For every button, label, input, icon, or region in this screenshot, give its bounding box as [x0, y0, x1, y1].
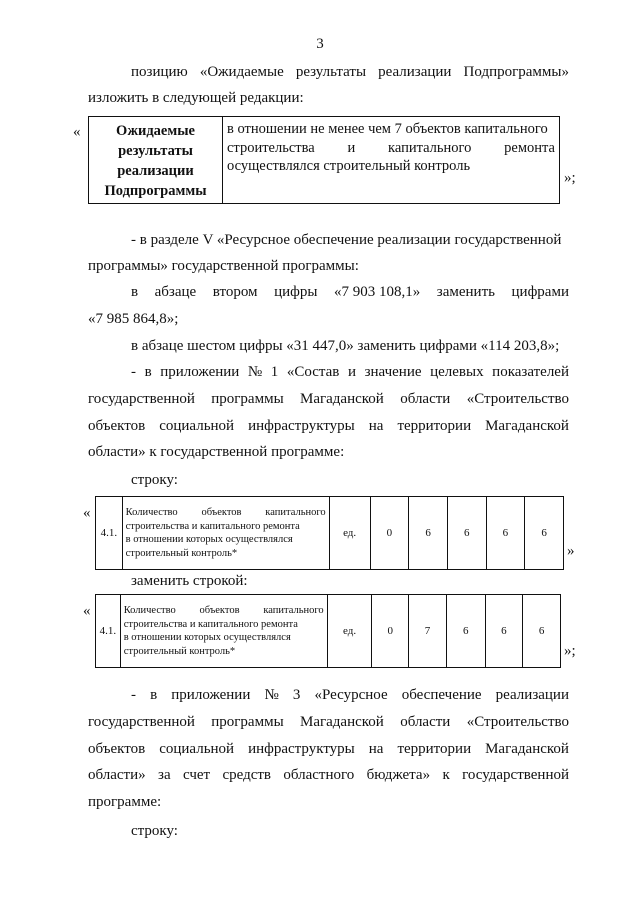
- box-label-cell: [89, 117, 223, 203]
- word: области: [400, 391, 451, 407]
- word: строительства: [227, 139, 315, 156]
- word: целевых: [430, 364, 484, 380]
- value-cell: 6: [525, 497, 564, 570]
- row-new-close-quote: »;: [564, 643, 576, 659]
- word: «Ожидаемые: [199, 64, 284, 80]
- intro-line-1: [131, 64, 569, 81]
- section5-line-4: «7 985 864,8»;: [88, 311, 179, 327]
- row-old-open-quote: «: [83, 505, 91, 521]
- box-close-quote: »;: [564, 170, 576, 186]
- desc-line: строительства и капитального ремонта: [125, 520, 300, 532]
- word: «Строительство: [466, 391, 569, 407]
- app3-row-label: строку:: [131, 823, 178, 839]
- page-number: 3: [316, 36, 324, 52]
- row-old-table: [95, 496, 564, 570]
- desc-line: строительный контроль*: [125, 547, 238, 559]
- app3-line-2: [88, 714, 569, 731]
- box-text-line: в отношении не менее чем 7 объектов капитального: [227, 121, 548, 137]
- word: на: [368, 741, 384, 757]
- word: Подпрограммы»: [463, 64, 569, 80]
- section5-line-1: - в разделе V «Ресурсное обеспечение реализации государственной: [131, 232, 562, 248]
- word: заменить: [436, 284, 495, 300]
- box-text-line-justified: [227, 139, 555, 158]
- word: социальной: [159, 418, 235, 434]
- word: «Строительство: [466, 714, 569, 730]
- word: реализации: [495, 687, 569, 703]
- row-new-table: [95, 594, 561, 668]
- value-cell: 6: [446, 595, 485, 668]
- word: «7 903 108,1»: [333, 284, 421, 300]
- desc-line-justified: [126, 506, 326, 520]
- word: капитального: [265, 507, 326, 518]
- box-label-line: Ожидаемые: [116, 123, 195, 139]
- word: «Состав: [286, 364, 340, 380]
- word: и: [347, 364, 356, 380]
- word: объектов: [201, 507, 242, 518]
- word: к: [442, 767, 450, 783]
- unit-cell: ед.: [329, 497, 370, 570]
- word: абзаце: [154, 284, 197, 300]
- word: -: [131, 687, 136, 703]
- word: инфраструктуры: [248, 418, 355, 434]
- value-cell: 6: [523, 595, 561, 668]
- box-open-quote: «: [73, 124, 81, 140]
- table-row: [96, 595, 561, 668]
- section5-line-3: [131, 284, 569, 301]
- value-cell: 6: [409, 497, 448, 570]
- desc-line: строительства и капитального ремонта: [123, 618, 298, 630]
- word: №: [247, 364, 263, 380]
- value-cell: 6: [447, 497, 486, 570]
- word: программы: [211, 714, 284, 730]
- word: государственной: [88, 714, 195, 730]
- replace-label: заменить строкой:: [131, 573, 248, 589]
- word: объектов: [88, 741, 146, 757]
- word: капитального: [263, 605, 324, 616]
- app1-line-3: [88, 418, 569, 435]
- desc-line: в отношении которых осуществлялся: [123, 632, 291, 643]
- word: в: [144, 364, 152, 380]
- word: -: [131, 364, 136, 380]
- word: Количество: [125, 507, 178, 518]
- word: приложении: [160, 364, 240, 380]
- word: Магаданской: [485, 418, 569, 434]
- value-cell: 6: [486, 497, 525, 570]
- word: позицию: [131, 64, 188, 80]
- word: за: [158, 767, 171, 783]
- app1-line-2: [88, 391, 569, 408]
- word: №: [264, 687, 279, 703]
- word: областного: [283, 767, 355, 783]
- word: реализации: [378, 64, 452, 80]
- app1-line-4: области» к государственной программе:: [88, 444, 345, 460]
- word: области»: [88, 767, 146, 783]
- word: территории: [397, 418, 472, 434]
- unit-cell: ед.: [327, 595, 372, 668]
- word: Магаданской: [485, 741, 569, 757]
- value-cell: 0: [372, 595, 409, 668]
- row-description-cell: [120, 595, 327, 668]
- word: территории: [397, 741, 472, 757]
- desc-line: в отношении которых осуществлялся: [125, 534, 293, 545]
- word: Магаданской: [300, 391, 384, 407]
- word: бюджета»: [366, 767, 431, 783]
- app3-line-1: [131, 687, 569, 704]
- box-label-line: Подпрограммы: [104, 183, 207, 199]
- word: показателей: [492, 364, 569, 380]
- word: объектов: [88, 418, 146, 434]
- word: на: [368, 418, 384, 434]
- word: цифрами: [511, 284, 569, 300]
- word: обеспечение: [401, 687, 482, 703]
- word: приложении: [171, 687, 251, 703]
- box-label-line: реализации: [117, 163, 194, 179]
- app3-line-4: [88, 767, 569, 784]
- word: государственной: [462, 767, 569, 783]
- word: ремонта: [504, 139, 555, 156]
- value-cell: 6: [485, 595, 523, 668]
- word: капитального: [388, 139, 472, 156]
- box-label-line: результаты: [118, 143, 193, 159]
- word: социальной: [159, 741, 235, 757]
- box-text-line: осуществлялся строительный контроль: [227, 158, 471, 174]
- word: Магаданской: [300, 714, 384, 730]
- section5-line-5: в абзаце шестом цифры «31 447,0» заменить цифрами «114 203,8»;: [131, 338, 560, 354]
- word: результаты: [295, 64, 367, 80]
- word: государственной: [88, 391, 195, 407]
- row-old-close-quote: »: [567, 543, 575, 559]
- section5-line-2: программы» государственной программы:: [88, 258, 359, 274]
- word: цифры: [274, 284, 318, 300]
- word: значение: [364, 364, 422, 380]
- value-cell: 0: [370, 497, 409, 570]
- word: инфраструктуры: [248, 741, 355, 757]
- word: 1: [270, 364, 279, 380]
- word: «Ресурсное: [314, 687, 388, 703]
- word: втором: [212, 284, 258, 300]
- box-text-cell: [223, 117, 559, 203]
- word: в: [150, 687, 158, 703]
- app3-line-3: [88, 741, 569, 758]
- word: объектов: [199, 605, 240, 616]
- app1-line-1: [131, 364, 569, 381]
- desc-line: строительный контроль*: [123, 645, 236, 657]
- desc-line-justified: [124, 604, 324, 618]
- word: в: [131, 284, 139, 300]
- word: счет: [182, 767, 211, 783]
- intro-line-2: изложить в следующей редакции:: [88, 90, 304, 106]
- word: области: [400, 714, 451, 730]
- table-row: [96, 497, 564, 570]
- row-description-cell: [122, 497, 329, 570]
- app1-row-label: строку:: [131, 472, 178, 488]
- word: 3: [292, 687, 301, 703]
- word: программы: [211, 391, 284, 407]
- row-number-cell: 4.1.: [96, 497, 123, 570]
- word: Количество: [123, 605, 176, 616]
- app3-line-5: программе:: [88, 794, 162, 810]
- expected-results-box: [88, 116, 560, 204]
- value-cell: 7: [409, 595, 447, 668]
- row-new-open-quote: «: [83, 603, 91, 619]
- word: средств: [222, 767, 271, 783]
- row-number-cell: 4.1.: [96, 595, 121, 668]
- word: и: [347, 139, 356, 156]
